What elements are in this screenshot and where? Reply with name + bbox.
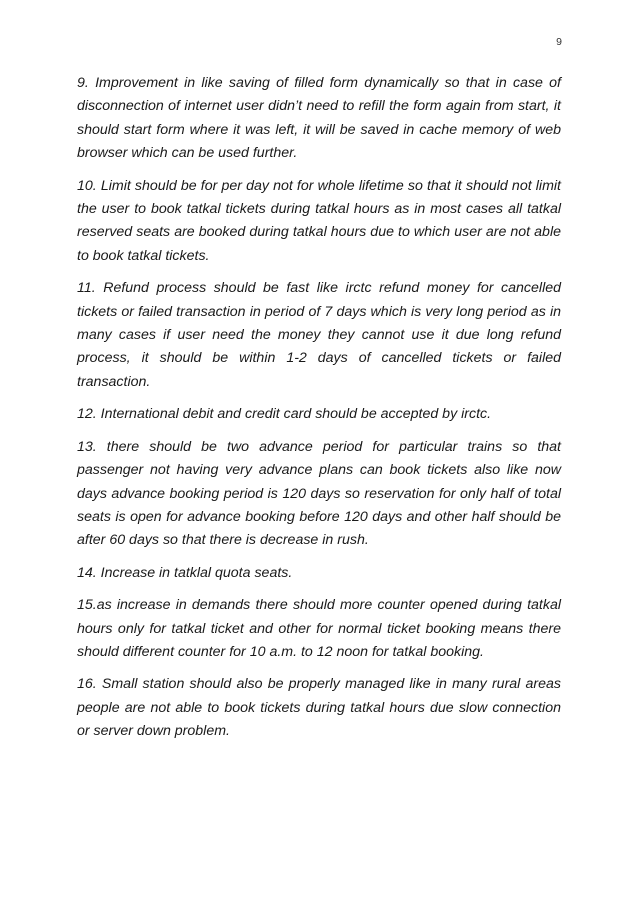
- paragraph-12: 12. International debit and credit card should be accepted by irctc.: [77, 406, 492, 423]
- page-number: 9: [556, 36, 562, 48]
- paragraph-9: 9. Improvement in like saving of filled form dynamically so that in case of disconnection of internet user didn’t need to refill the form again from start, it should start form where it was left, it will be saved in cache memory of web browser which can be used further.: [77, 75, 561, 162]
- paragraph-14: 14. Increase in tatklal quota seats.: [77, 564, 293, 581]
- paragraph-15: 15.as increase in demands there should more counter opened during tatkal hours only for tatkal ticket and other for normal ticket booking means there should different counter for 10 a.m. to 12 noon for tatkal booking.: [77, 597, 561, 660]
- paragraph-10: 10. Limit should be for per day not for whole lifetime so that it should not limit the user to book tatkal tickets during tatkal hours as in most cases all tatkal reserved seats are booked during tatkal hours due to which user are not able to book tatkal tickets.: [77, 177, 561, 264]
- paragraph-11: 11. Refund process should be fast like irctc refund money for cancelled tickets or failed transaction in period of 7 days which is very long period as in many cases if user need the money they cannot use it due long refund process, it should be within 1-2 days of cancelled tickets or failed transaction.: [77, 280, 561, 390]
- paragraph-13: 13. there should be two advance period for particular trains so that passenger not having very advance plans can book tickets also like now days advance booking period is 120 days so reservation for only half of total seats is open for advance booking before 120 days and other half should be after 60 days so that there is decrease in rush.: [77, 438, 561, 549]
- document-body: [77, 72, 561, 753]
- paragraph-16: 16. Small station should also be properly managed like in many rural areas people are not able to book tickets during tatkal hours due slow connection or server down problem.: [77, 676, 561, 740]
